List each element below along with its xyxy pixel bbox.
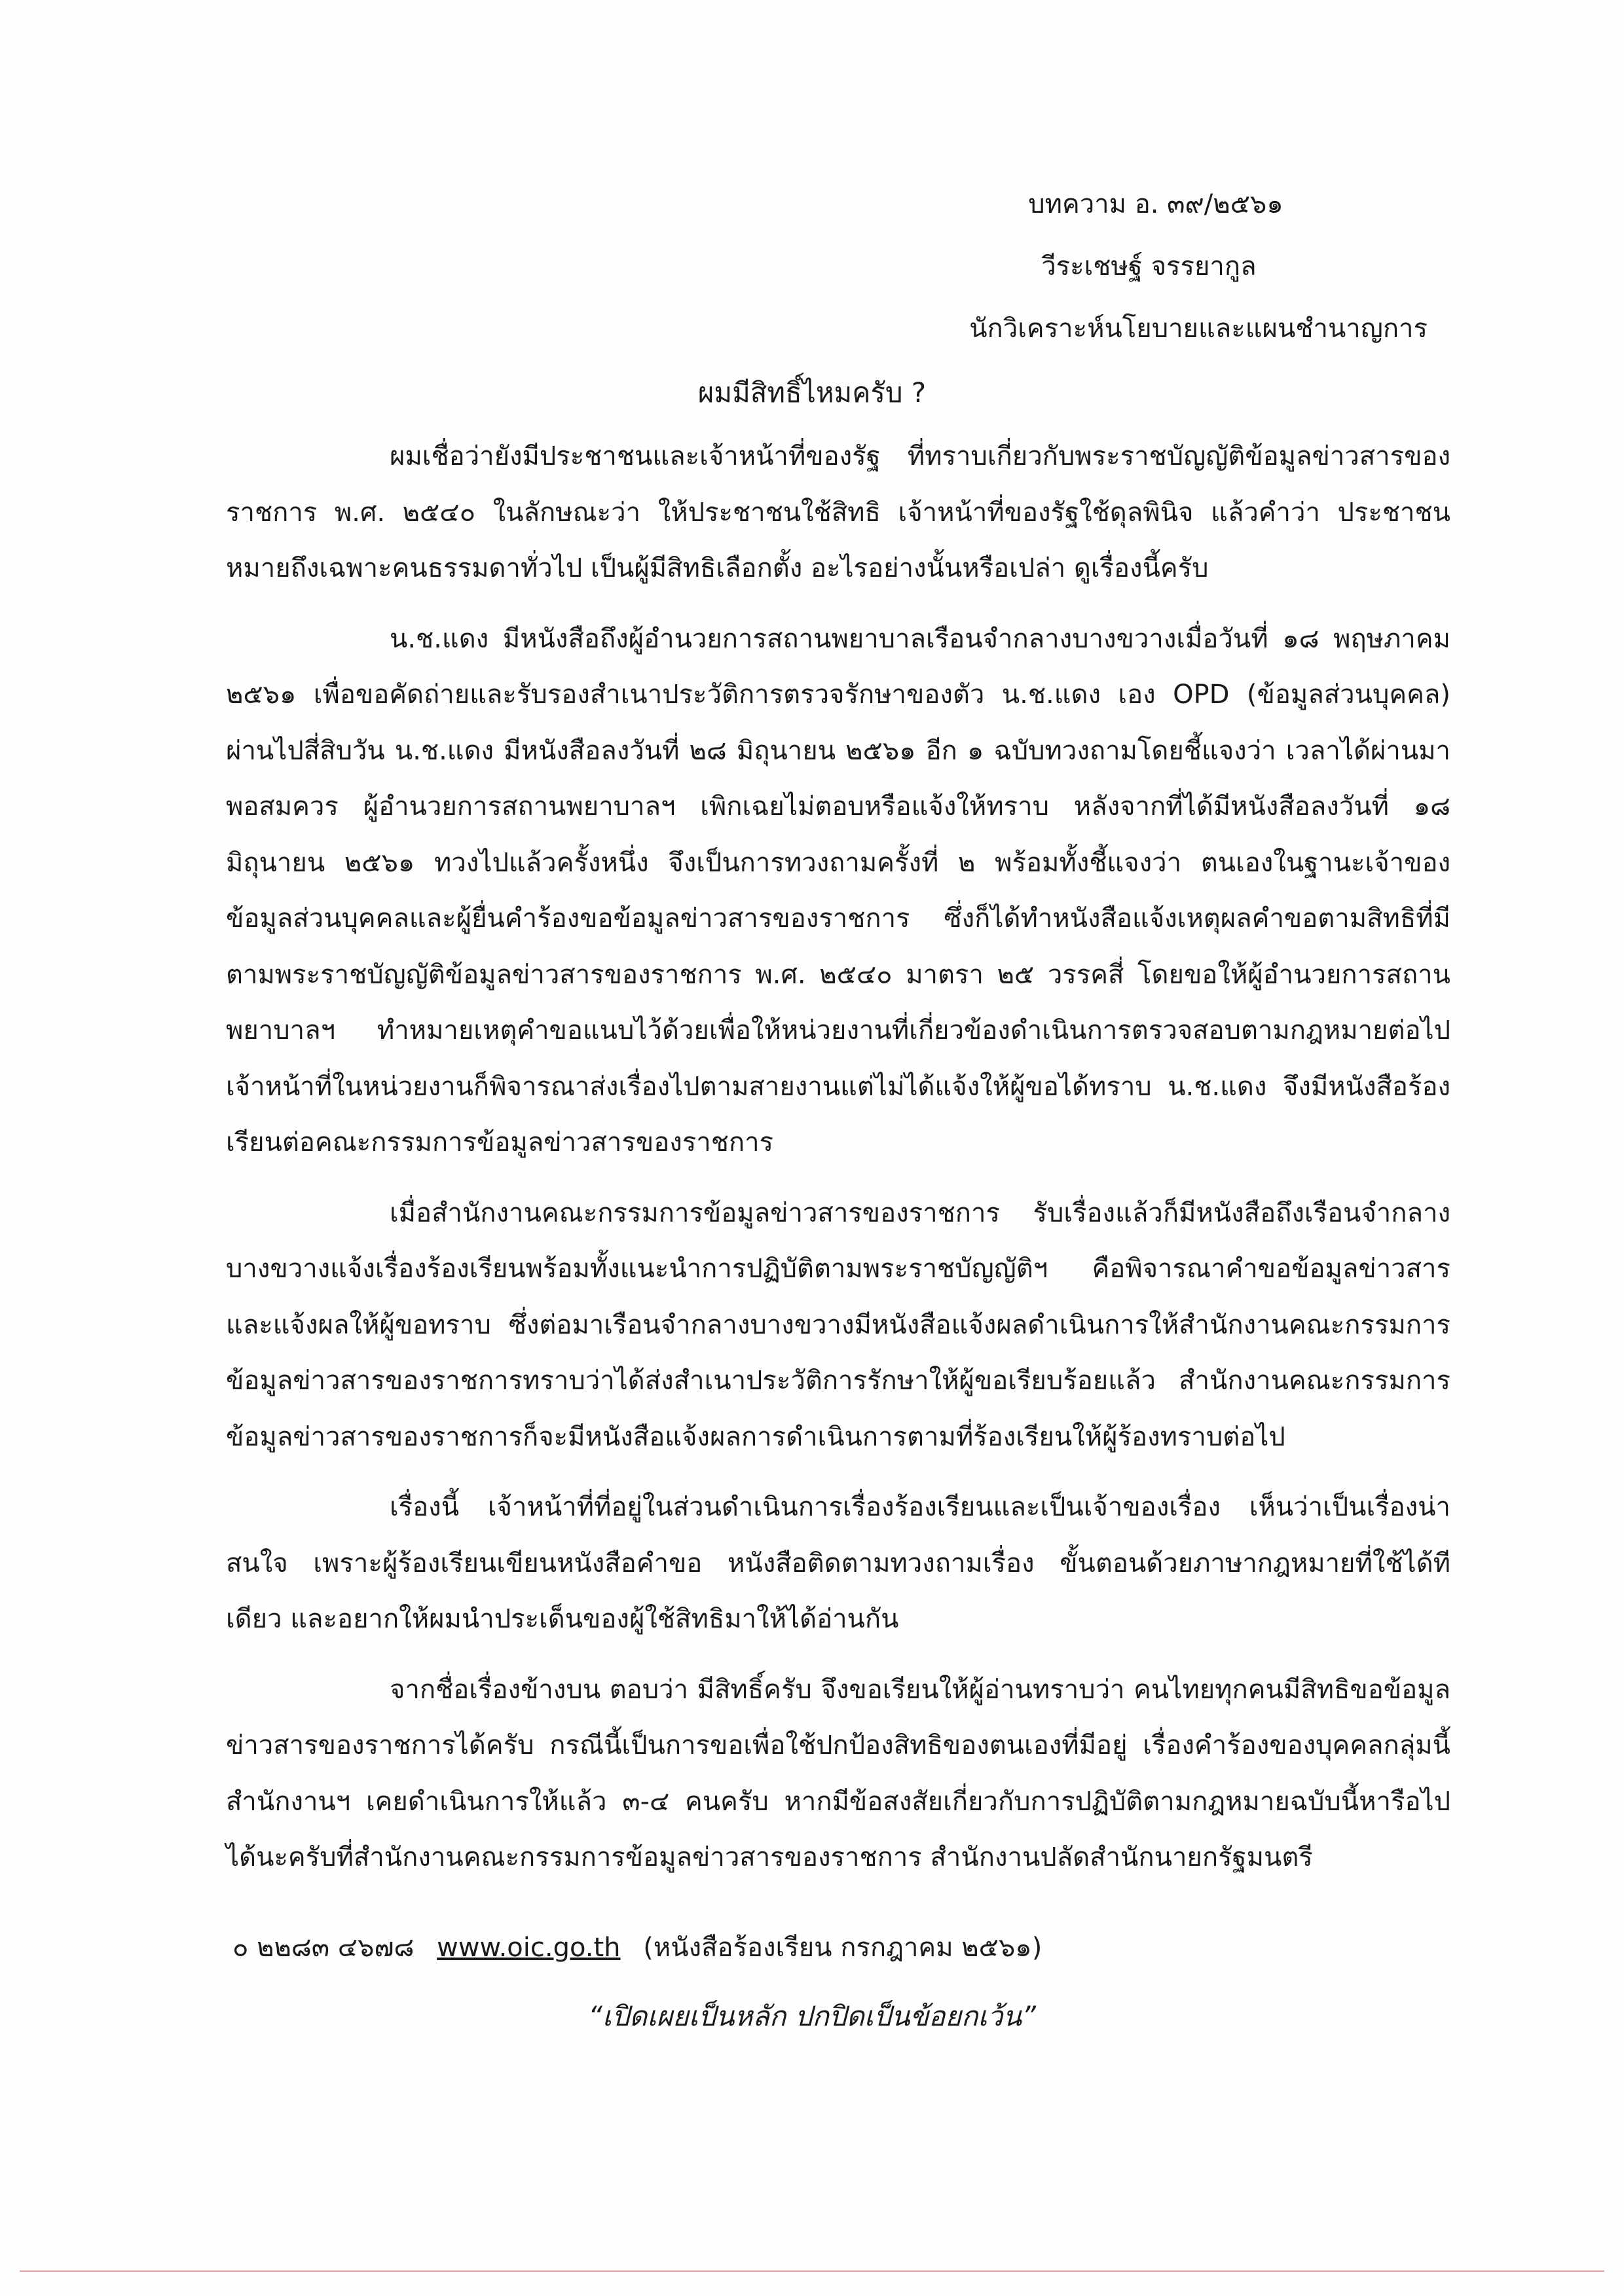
author-name: วีระเชษฐ์ จรรยากูล [1041,251,1257,282]
contact-phone: ๐ ๒๒๘๓ ๔๖๗๘ [232,1933,415,1963]
author-position: นักวิเคราะห์นโยบายและแผนชำนาญการ [969,314,1428,344]
article-title: ผมมีสิทธิ์ไหมครับ ? [697,376,927,409]
paragraph-interest: เรื่องนี้ เจ้าหน้าที่ที่อยู่ในส่วนดำเนินการเรื่องร้องเรียนและเป็นเจ้าของเรื่อง เห็นว่าเป็นเรื่องน่าสนใจ เพราะผู้ร้องเรียนเขียนหนังสือคำขอ หนังสือติดตามทวงถามเรื่อง ขั้นตอนด้วยภาษากฎหมายที่ใช้ได้ทีเดียว และอยากให้ผมนำประเด็นของผู้ใช้สิทธิมาให้ได้อ่านกัน [226,1492,1450,1634]
article-body [226,429,1450,1901]
contact-line [232,1925,1042,1971]
closing-quote: “เปิดเผยเป็นหลัก ปกปิดเป็นข้อยกเว้น” [588,2000,1036,2032]
paragraph-intro: ผมเชื่อว่ายังมีประชาชนและเจ้าหน้าที่ของรัฐ ที่ทราบเกี่ยวกับพระราชบัญญัติข้อมูลข่าวสารของราชการ พ.ศ. ๒๕๔๐ ในลักษณะว่า ให้ประชาชนใช้สิทธิ เจ้าหน้าที่ของรัฐใช้ดุลพินิจ แล้วคำว่า ประชาชน หมายถึงเฉพาะคนธรรมดาทั่วไป เป็นผู้มีสิทธิเลือกตั้ง อะไรอย่างนั้นหรือเปล่า ดูเรื่องนี้ครับ [226,441,1450,583]
source-note: (หนังสือร้องเรียน กรกฎาคม ๒๕๖๑) [643,1933,1043,1963]
paragraph-case: น.ช.แดง มีหนังสือถึงผู้อำนวยการสถานพยาบาลเรือนจำกลางบางขวางเมื่อวันที่ ๑๘ พฤษภาคม ๒๕๖๑ เพื่อขอคัดถ่ายและรับรองสำเนาประวัติการตรวจรักษาของตัว น.ช.แดง เอง OPD (ข้อมูลส่วนบุคคล) ผ่านไปสี่สิบวัน น.ช.แดง มีหนังสือลงวันที่ ๒๘ มิถุนายน ๒๕๖๑ อีก ๑ ฉบับทวงถามโดยชี้แจงว่า เวลาได้ผ่านมาพอสมควร ผู้อำนวยการสถานพยาบาลฯ เพิกเฉยไม่ตอบหรือแจ้งให้ทราบ หลังจากที่ได้มีหนังสือลงวันที่ ๑๘ มิถุนายน ๒๕๖๑ ทวงไปแล้วครั้งหนึ่ง จึงเป็นการทวงถามครั้งที่ ๒ พร้อมทั้งชี้แจงว่า ตนเองในฐานะเจ้าของข้อมูลส่วนบุคคลและผู้ยื่นคำร้องขอข้อมูลข่าวสารของราชการ ซึ่งก็ได้ทำหนังสือแจ้งเหตุผลคำขอตามสิทธิที่มีตามพระราชบัญญัติข้อมูลข่าวสารของราชการ พ.ศ. ๒๕๔๐ มาตรา ๒๕ วรรคสี่ โดยขอให้ผู้อำนวยการสถานพยาบาลฯ ทำหมายเหตุคำขอแนบไว้ด้วยเพื่อให้หน่วยงานที่เกี่ยวข้องดำเนินการตรวจสอบตามกฎหมายต่อไป เจ้าหน้าที่ในหน่วยงานก็พิจารณาส่งเรื่องไปตามสายงานแต่ไม่ได้แจ้งให้ผู้ขอได้ทราบ น.ช.แดง จึงมีหนังสือร้องเรียนต่อคณะกรรมการข้อมูลข่าวสารของราชการ [226,623,1450,1157]
footer-rule [20,2270,1604,2272]
website-link[interactable]: www.oic.go.th [437,1933,621,1963]
article-reference: บทความ อ. ๓๙/๒๕๖๑ [1028,189,1283,219]
paragraph-answer: จากชื่อเรื่องข้างบน ตอบว่า มีสิทธิ์ครับ จึงขอเรียนให้ผู้อ่านทราบว่า คนไทยทุกคนมีสิทธิขอข้อมูลข่าวสารของราชการได้ครับ กรณีนี้เป็นการขอเพื่อใช้ปกป้องสิทธิของตนเองที่มีอยู่ เรื่องคำร้องของบุคคลกลุ่มนี้ สำนักงานฯ เคยดำเนินการให้แล้ว ๓-๔ คนครับ หากมีข้อสงสัยเกี่ยวกับการปฏิบัติตามกฎหมายฉบับนี้หารือไปได้นะครับที่สำนักงานคณะกรรมการข้อมูลข่าวสารของราชการ สำนักงานปลัดสำนักนายกรัฐมนตรี [226,1674,1450,1872]
article-header [969,173,1428,360]
paragraph-office-action: เมื่อสำนักงานคณะกรรมการข้อมูลข่าวสารของราชการ รับเรื่องแล้วก็มีหนังสือถึงเรือนจำกลางบางขวางแจ้งเรื่องร้องเรียนพร้อมทั้งแนะนำการปฏิบัติตามพระราชบัญญัติฯ คือพิจารณาคำขอข้อมูลข่าวสารและแจ้งผลให้ผู้ขอทราบ ซึ่งต่อมาเรือนจำกลางบางขวางมีหนังสือแจ้งผลดำเนินการให้สำนักงานคณะกรรมการข้อมูลข่าวสารของราชการทราบว่าได้ส่งสำเนาประวัติการรักษาให้ผู้ขอเรียบร้อยแล้ว สำนักงานคณะกรรมการข้อมูลข่าวสารของราชการก็จะมีหนังสือแจ้งผลการดำเนินการตามที่ร้องเรียนให้ผู้ร้องทราบต่อไป [226,1197,1450,1452]
